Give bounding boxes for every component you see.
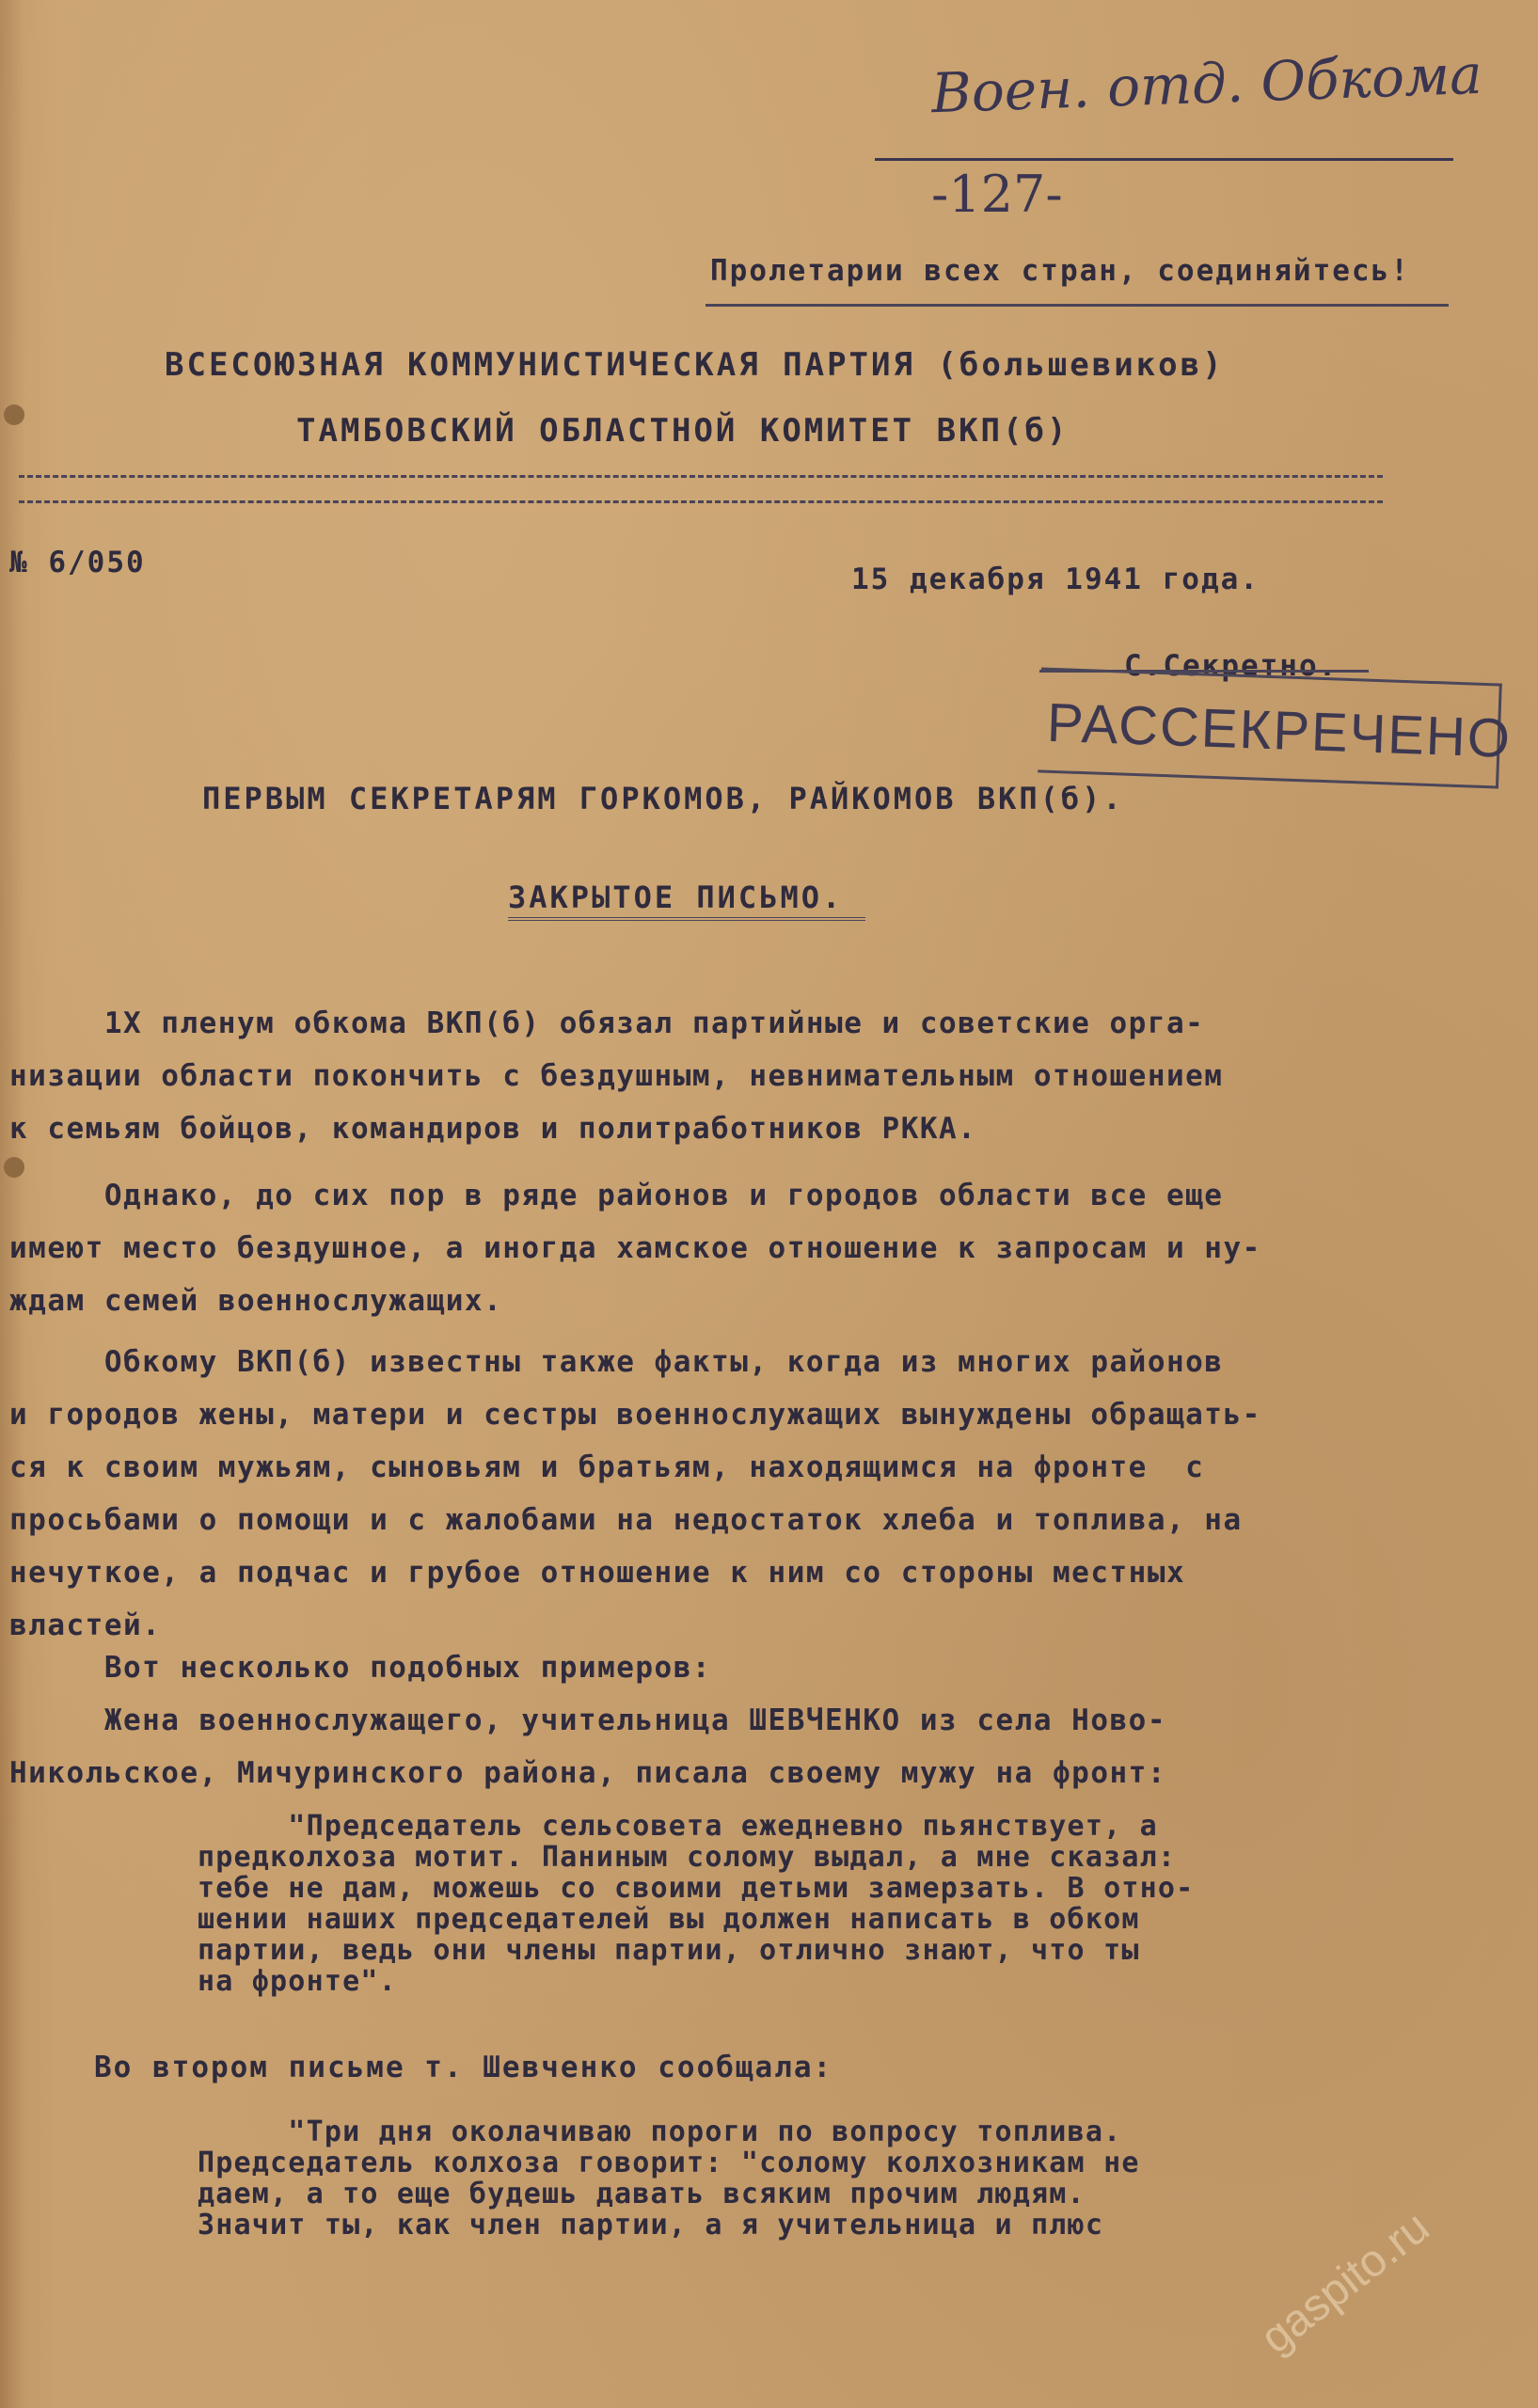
declassified-stamp-text: РАССЕКРЕЧЕНО <box>1045 691 1514 769</box>
addressee: ПЕРВЫМ СЕКРЕТАРЯМ ГОРКОМОВ, РАЙКОМОВ ВКП(б). <box>202 781 1124 816</box>
handwritten-underline <box>875 158 1453 161</box>
document-number: № 6/050 <box>9 546 146 579</box>
header-rule <box>19 475 1383 478</box>
committee-name: ТАМБОВСКИЙ ОБЛАСТНОЙ КОМИТЕТ ВКП(б) <box>296 412 1070 450</box>
slogan-underline <box>706 304 1449 307</box>
punch-hole <box>4 404 24 425</box>
body-paragraph: Вот несколько подобных примеров: Жена военнослужащего, учительница ШЕВЧЕНКО из села Ново- Никольское, Мичуринского района, писала своему мужу на фронт: <box>9 1651 1166 1790</box>
header-rule <box>19 500 1383 503</box>
quote-intro: Во втором письме т. Шевченко сообщала: <box>94 2051 833 2084</box>
party-name: ВСЕСОЮЗНАЯ КОММУНИСТИЧЕСКАЯ ПАРТИЯ (большевиков) <box>165 346 1225 384</box>
declassified-stamp <box>1038 667 1514 788</box>
letter-quote: "Председатель сельсовета ежедневно пьянствует, а предколхоза мотит. Паниным солому выдал, а мне сказал: тебе не дам, можешь со своими детьми замерзать. В отно- шении наших председателей вы должен написать в обком партии, ведь они члены партии, отлично знают, что ты на фронте". <box>198 1810 1195 1998</box>
letter-quote: "Три дня околачиваю пороги по вопросу топлива. Председатель колхоза говорит: "солому колхозникам не даем, а то еще будешь давать всяким прочим людям. Значит ты, как член партии, а я учительница и плюс <box>198 2115 1140 2242</box>
document-date: 15 декабря 1941 года. <box>851 562 1260 596</box>
body-paragraph: Обкому ВКП(б) известны также факты, когда из многих районов и городов жены, матери и сестры военнослужащих вынуждены обращать- ся к своим мужьям, сыновьям и братьям, находящимся на фронте с просьбами о помощи и с жалобами на недостаток хлеба и топлива, на нечуткое, а подчас и грубое отношение к ним со стороны местных властей. <box>9 1345 1261 1642</box>
body-paragraph: Однако, до сих пор в ряде районов и городов области все еще имеют место бездушное, а иногда хамское отношение к запросам и ну- ждам семей военнослужащих. <box>9 1179 1261 1318</box>
handwritten-number: -127- <box>931 165 1063 224</box>
classification-label: С.Секретно. <box>1124 649 1339 683</box>
slogan: Пролетарии всех стран, соединяйтесь! <box>710 254 1410 288</box>
handwritten-note: Воен. отд. Обкома <box>929 41 1483 126</box>
body-paragraph: 1Х пленум обкома ВКП(б) обязал партийные и советские орга- низации области покончить с бездушным, невнимательным отношением к семьям бойцов, командиров и политработников РККА. <box>9 1006 1224 1146</box>
document-title: ЗАКРЫТОЕ ПИСЬМО. <box>508 879 844 915</box>
watermark: gaspito.ru <box>1251 2202 1439 2364</box>
title-underline <box>508 917 865 921</box>
